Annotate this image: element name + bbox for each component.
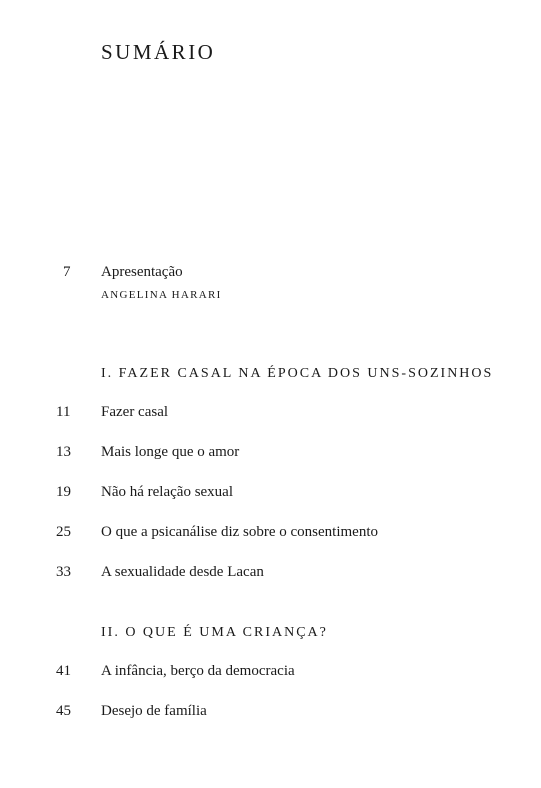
page-number: 45 <box>56 703 71 719</box>
entry-title: Fazer casal <box>101 404 169 420</box>
page-number: 11 <box>56 404 71 420</box>
entry-title: Não há relação sexual <box>101 484 234 500</box>
entry-title: A infância, berço da democracia <box>101 663 295 679</box>
page-number: 7 <box>63 264 71 280</box>
entry-title: Desejo de família <box>101 703 207 719</box>
entry-title: O que a psicanálise diz sobre o consentimento <box>101 524 379 540</box>
page-title: SUMÁRIO <box>101 40 216 64</box>
page-number: 33 <box>56 564 71 580</box>
page-number: 25 <box>56 524 71 540</box>
page-number: 13 <box>56 444 71 460</box>
page-number: 41 <box>56 663 71 679</box>
entry-title: A sexualidade desde Lacan <box>101 564 264 580</box>
entry-author: ANGELINA HARARI <box>101 289 222 301</box>
page-number: 19 <box>56 484 71 500</box>
entry-title: Apresentação <box>101 264 183 280</box>
section-heading-1: I. FAZER CASAL NA ÉPOCA DOS UNS-SOZINHOS <box>101 366 494 381</box>
section-heading-2: II. O QUE É UMA CRIANÇA? <box>101 625 328 640</box>
entry-title: Mais longe que o amor <box>101 444 240 460</box>
